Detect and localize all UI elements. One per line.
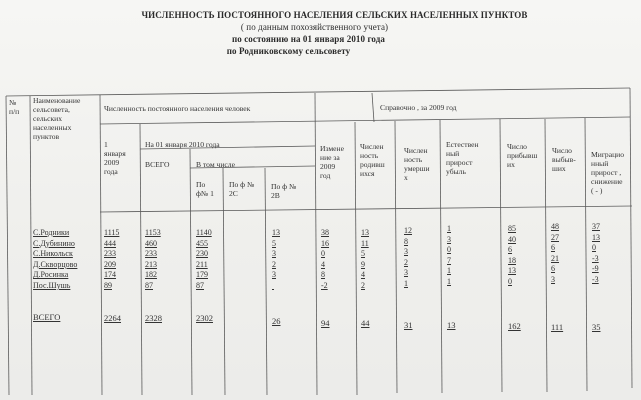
table-cell: 40: [508, 234, 516, 244]
table-cell: 3: [447, 234, 451, 244]
header-departed: Число выбыв- ших: [552, 146, 576, 173]
header-name: Наименование сельсовета, сельских населенных пунктов: [33, 96, 81, 141]
header-num: № п/п: [9, 98, 20, 116]
table-cell: 9: [361, 259, 365, 269]
table-cell: 87: [145, 280, 153, 290]
document-subtitle: ( по данным похозяйственного учета): [240, 22, 389, 32]
total-arrived: 162: [508, 321, 521, 331]
col-total2010: [145, 228, 161, 292]
table-cell: 174: [104, 270, 116, 280]
table-cell: 0: [592, 243, 596, 253]
table-cell: 3: [404, 247, 408, 257]
table-cell: 2: [404, 257, 408, 267]
col-f2b: [272, 228, 280, 292]
header-jan2009: 1 января 2009 года: [104, 140, 126, 176]
table-cell: С.Никольск: [33, 249, 73, 259]
total-born: 44: [361, 318, 370, 328]
table-cell: 16: [321, 238, 329, 248]
table-cell: С.Родники: [33, 228, 70, 237]
table-cell: 1153: [145, 228, 161, 237]
table-cell: 1: [447, 224, 451, 233]
table-cell: 1115: [104, 228, 120, 237]
col-jan2009: [104, 228, 119, 292]
table-cell: 11: [361, 238, 369, 248]
col-arrived: [508, 224, 516, 288]
header-f2c: По ф № 2С: [229, 180, 255, 198]
table-cell: 3: [404, 268, 408, 278]
table-cell: 455: [196, 238, 208, 248]
table-cell: 444: [104, 238, 116, 248]
total-jan2009: 2264: [104, 313, 121, 323]
table-cell: 4: [321, 259, 325, 269]
header-born: Числен ность родивш ихся: [360, 142, 385, 178]
table-cell: 3: [272, 249, 276, 259]
col-change: [321, 228, 329, 292]
table-cell: 3: [272, 270, 276, 280]
total-f1: 2302: [196, 313, 213, 323]
table-cell: -3: [592, 253, 599, 263]
table-cell: 182: [145, 270, 157, 280]
total-2010: 2328: [145, 313, 162, 323]
col-f1: [196, 228, 212, 292]
table-cell: 2: [361, 280, 365, 290]
table-cell: 209: [104, 259, 116, 269]
table-cell: 213: [145, 259, 157, 269]
document-title: ЧИСЛЕННОСТЬ ПОСТОЯННОГО НАСЕЛЕНИЯ СЕЛЬСКИХ НАСЕЛЕННЫХ ПУНКТОВ: [141, 10, 528, 20]
table-cell: 8: [321, 270, 325, 280]
table-cell: 48: [551, 222, 559, 231]
header-change: Измене ние за 2009 год: [320, 144, 344, 180]
table-cell: -3: [592, 274, 599, 284]
table-cell: 4: [361, 270, 365, 280]
document-date: по состоянию на 01 января 2010 года: [231, 34, 386, 44]
table-cell: 233: [104, 249, 116, 259]
table-cell: 38: [321, 228, 329, 237]
table-cell: 8: [404, 236, 408, 246]
header-total: ВСЕГО: [145, 160, 170, 169]
header-natural: Естествен ный прирост убыль: [446, 140, 479, 176]
table-cell: 1: [447, 276, 451, 286]
table-cell: 230: [196, 249, 208, 259]
table-cell: 27: [551, 232, 559, 242]
table-cell: 13: [508, 266, 516, 276]
table-cell: 233: [145, 249, 157, 259]
table-cell: 87: [196, 280, 204, 290]
header-population: Численность постоянного населения человек: [104, 104, 251, 113]
table-cell: Д.Росинка: [33, 270, 69, 280]
table-cell: [272, 281, 280, 292]
table-cell: 0: [447, 245, 451, 255]
header-incl: В том числе: [196, 160, 235, 169]
table-cell: 5: [272, 238, 276, 248]
header-died: Числен ность умерши х: [404, 146, 430, 182]
total-departed: 111: [551, 322, 564, 332]
total-migration: 35: [592, 322, 601, 332]
settlement-names: [33, 228, 77, 292]
table-cell: 2: [272, 259, 276, 269]
table-cell: 0: [321, 249, 325, 259]
table-cell: 5: [361, 249, 365, 259]
total-change: 94: [321, 318, 330, 328]
table-cell: С.Дубинино: [33, 238, 75, 248]
total-f2b: 26: [272, 316, 281, 326]
total-natural: 13: [447, 320, 456, 330]
table-cell: 7: [447, 255, 451, 265]
table-cell: 6: [508, 245, 512, 255]
table-cell: 6: [551, 264, 555, 274]
table-cell: 21: [551, 253, 559, 263]
table-cell: Пос.Шушь: [33, 280, 71, 290]
table-cell: 13: [272, 228, 280, 237]
col-died: [404, 226, 412, 290]
table-cell: 1: [404, 278, 408, 288]
table-cell: 460: [145, 238, 157, 248]
col-migration: [592, 222, 600, 286]
header-migration: Миграцио нный прирост , снижение ( - ): [591, 150, 625, 195]
total-died: 31: [404, 320, 413, 330]
table-cell: -9: [592, 264, 599, 274]
table-cell: 0: [508, 276, 512, 286]
table-cell: 6: [551, 243, 555, 253]
table-cell: 1: [447, 266, 451, 276]
col-born: [361, 228, 369, 292]
table-cell: -2: [321, 280, 328, 290]
header-f1: По ф№ 1: [196, 180, 214, 198]
document-region: по Родниковскому сельсовету: [226, 46, 351, 56]
header-arrived: Число прибывш их: [507, 142, 538, 169]
table-cell: 85: [508, 224, 516, 233]
table-cell: 13: [592, 232, 600, 242]
table-cell: 1140: [196, 228, 212, 237]
table-cell: 179: [196, 270, 208, 280]
header-reference: Справочно , за 2009 год: [380, 103, 457, 112]
col-departed: [551, 222, 559, 286]
table-cell: 13: [361, 228, 369, 237]
table-cell: 211: [196, 259, 208, 269]
table-cell: 3: [551, 274, 555, 284]
header-f2b: По ф № 2В: [271, 182, 297, 200]
table-cell: 89: [104, 280, 112, 290]
table-cell: 37: [592, 222, 600, 231]
total-label: ВСЕГО: [33, 312, 61, 322]
header-jan2010: На 01 января 2010 года: [145, 140, 220, 149]
table-cell: 12: [404, 226, 412, 235]
col-natural: [447, 224, 451, 288]
table-cell: 18: [508, 255, 516, 265]
table-cell: Д.Скворцово: [33, 259, 78, 269]
